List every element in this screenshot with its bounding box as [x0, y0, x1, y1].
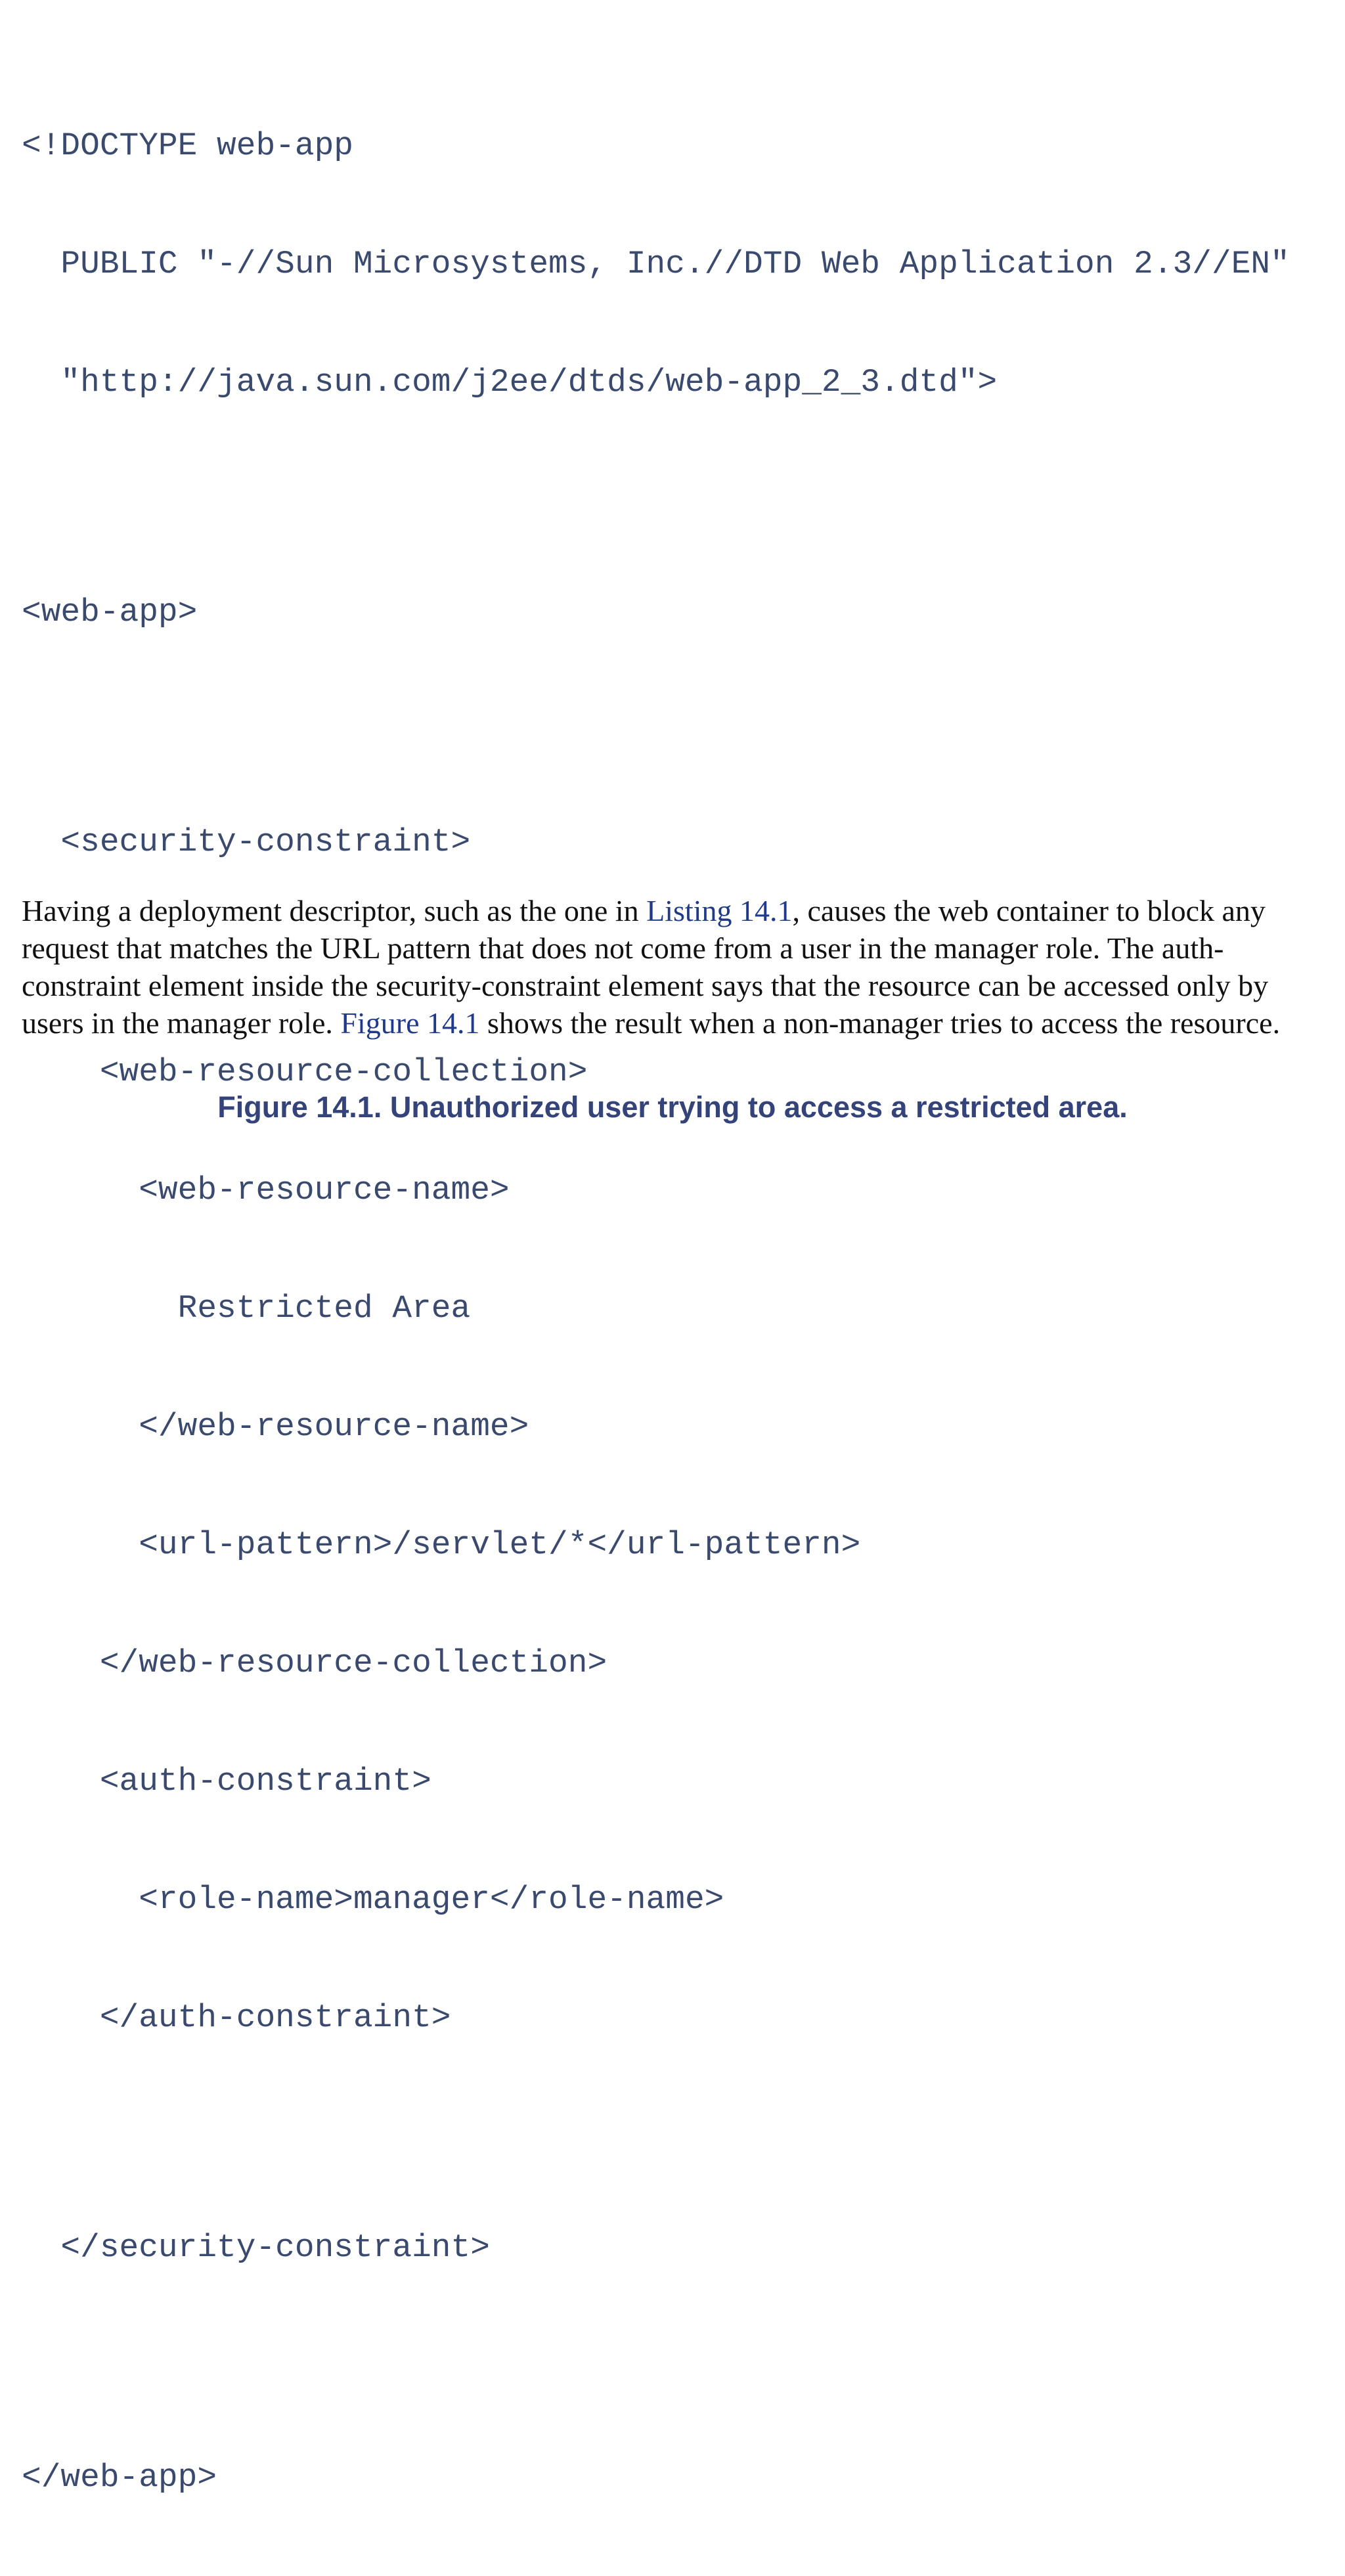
code-line-web-resource-name-open: <web-resource-name>	[22, 1172, 510, 1209]
code-line-system-id: "http://java.sun.com/j2ee/dtds/web-app_2_3.dtd">	[22, 364, 998, 401]
code-line-public-id: PUBLIC "-//Sun Microsystems, Inc.//DTD Web Application 2.3//EN"	[22, 246, 1290, 282]
code-line-web-resource-collection-close: </web-resource-collection>	[22, 1645, 607, 1681]
figure-14-1-link[interactable]: Figure 14.1	[340, 1006, 480, 1040]
code-line-auth-constraint-close: </auth-constraint>	[22, 1999, 451, 2036]
code-line-restricted-area: Restricted Area	[22, 1290, 471, 1327]
code-line-web-resource-name-close: </web-resource-name>	[22, 1408, 529, 1445]
code-line-auth-constraint-open: <auth-constraint>	[22, 1763, 431, 1800]
figure-caption: Figure 14.1. Unauthorized user trying to access a restricted area.	[217, 1090, 1128, 1124]
code-blank-line	[22, 2116, 1290, 2149]
code-line-role-name: <role-name>manager</role-name>	[22, 1881, 724, 1918]
code-line-security-constraint-open: <security-constraint>	[22, 824, 471, 860]
code-blank-line	[22, 2346, 1290, 2379]
body-paragraph	[22, 892, 1329, 1042]
code-line-url-pattern: <url-pattern>/servlet/*</url-pattern>	[22, 1526, 861, 1563]
code-line-security-constraint-close: </security-constraint>	[22, 2229, 490, 2266]
code-line-web-app-close: </web-app>	[22, 2459, 217, 2496]
code-line-web-app-open: <web-app>	[22, 594, 198, 631]
paragraph-text-part2: , causes the web container to block any request that matches the URL pattern that does not come from a user in the manager role. The auth-constraint element inside the security-constraint element says that the resource can be accessed only by users in the manager role.	[22, 894, 1269, 1040]
listing-14-1-link[interactable]: Listing 14.1	[646, 894, 793, 927]
code-blank-line	[22, 481, 1290, 514]
code-line-web-resource-collection-open: <web-resource-collection>	[22, 1054, 588, 1090]
code-blank-line	[22, 711, 1290, 744]
paragraph-text-part3: shows the result when a non-manager tries to access the resource.	[479, 1006, 1281, 1040]
paragraph-text-part1: Having a deployment descriptor, such as the one in	[22, 894, 647, 927]
code-line-doctype: <!DOCTYPE web-app	[22, 127, 353, 164]
code-listing	[22, 47, 1290, 2576]
